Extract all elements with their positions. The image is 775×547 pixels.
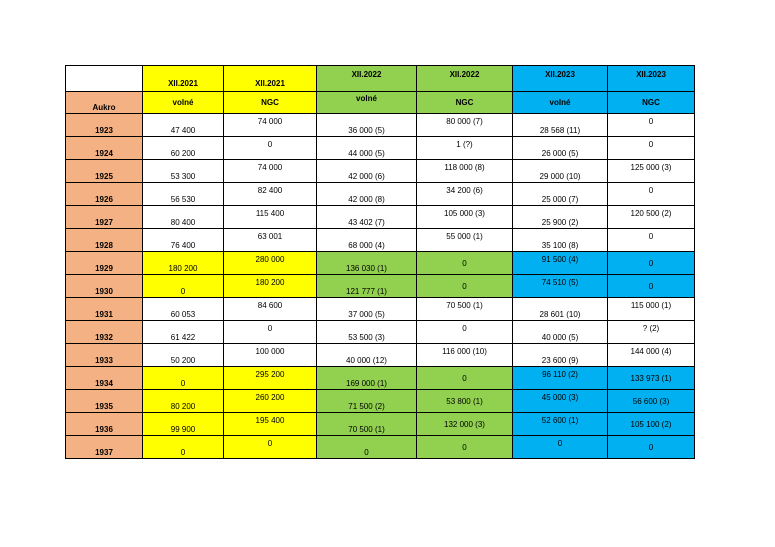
row-year-label: 1927 — [66, 206, 143, 229]
table-cell: 0 — [608, 137, 695, 160]
table-cell: 120 500 (2) — [608, 206, 695, 229]
table-cell: 96 110 (2) — [513, 367, 608, 390]
table-cell: 53 800 (1) — [417, 390, 513, 413]
table-row — [66, 367, 695, 390]
table-cell: 25 000 (7) — [513, 183, 608, 206]
table-cell: 0 — [143, 367, 224, 390]
table-cell: 34 200 (6) — [417, 183, 513, 206]
table-cell: 0 — [417, 436, 513, 459]
table-cell: 133 973 (1) — [608, 367, 695, 390]
table-cell: 0 — [224, 137, 317, 160]
table-cell: 169 000 (1) — [317, 367, 417, 390]
table-row — [66, 390, 695, 413]
table-row — [66, 275, 695, 298]
table-cell: 0 — [608, 183, 695, 206]
table-row — [66, 344, 695, 367]
table-cell: 0 — [143, 275, 224, 298]
col-subheader: volné — [513, 92, 608, 114]
table-cell: 43 402 (7) — [317, 206, 417, 229]
table-cell: 63 001 — [224, 229, 317, 252]
row-year-label: 1933 — [66, 344, 143, 367]
table-cell: 74 510 (5) — [513, 275, 608, 298]
table-cell: 74 000 — [224, 114, 317, 137]
table-cell: 74 000 — [224, 160, 317, 183]
table-cell: 70 500 (1) — [417, 298, 513, 321]
table-cell: 0 — [608, 114, 695, 137]
table-row — [66, 183, 695, 206]
table-cell: 0 — [608, 229, 695, 252]
table-row — [66, 321, 695, 344]
col-subheader: volné — [143, 92, 224, 114]
table-row — [66, 229, 695, 252]
table-cell: 0 — [608, 275, 695, 298]
table-cell: 42 000 (8) — [317, 183, 417, 206]
table-row — [66, 137, 695, 160]
col-subheader: volné — [317, 92, 417, 114]
table-cell: 115 400 — [224, 206, 317, 229]
table-row — [66, 206, 695, 229]
table-cell: 180 200 — [224, 275, 317, 298]
table-cell: 70 500 (1) — [317, 413, 417, 436]
table-cell: 0 — [143, 436, 224, 459]
table-cell: 144 000 (4) — [608, 344, 695, 367]
table-cell: ? (2) — [608, 321, 695, 344]
table-cell: 295 200 — [224, 367, 317, 390]
row-year-label: 1934 — [66, 367, 143, 390]
row-year-label: 1928 — [66, 229, 143, 252]
col-header-year: XII.2022 — [417, 66, 513, 92]
table-cell: 28 601 (10) — [513, 298, 608, 321]
row-year-label: 1924 — [66, 137, 143, 160]
table-cell: 56 600 (3) — [608, 390, 695, 413]
table-cell: 105 100 (2) — [608, 413, 695, 436]
table-row — [66, 160, 695, 183]
table-cell: 47 400 — [143, 114, 224, 137]
table-cell: 0 — [224, 436, 317, 459]
table-cell: 40 000 (12) — [317, 344, 417, 367]
table-cell: 56 530 — [143, 183, 224, 206]
row-year-label: 1925 — [66, 160, 143, 183]
price-table — [65, 65, 695, 459]
table-cell: 115 000 (1) — [608, 298, 695, 321]
table-cell: 60 053 — [143, 298, 224, 321]
row-year-label: 1929 — [66, 252, 143, 275]
col-header-year: XII.2023 — [608, 66, 695, 92]
col-subheader: NGC — [608, 92, 695, 114]
table-cell: 0 — [224, 321, 317, 344]
table-cell: 100 000 — [224, 344, 317, 367]
table-cell: 0 — [317, 436, 417, 459]
row-year-label: 1935 — [66, 390, 143, 413]
table-row — [66, 436, 695, 459]
table-cell: 26 000 (5) — [513, 137, 608, 160]
table-cell: 260 200 — [224, 390, 317, 413]
table-cell: 116 000 (10) — [417, 344, 513, 367]
table-cell: 136 030 (1) — [317, 252, 417, 275]
row-year-label: 1923 — [66, 114, 143, 137]
table-cell: 195 400 — [224, 413, 317, 436]
table-cell: 121 777 (1) — [317, 275, 417, 298]
table-cell: 280 000 — [224, 252, 317, 275]
table-cell: 76 400 — [143, 229, 224, 252]
col-header-year: XII.2023 — [513, 66, 608, 92]
table-cell: 55 000 (1) — [417, 229, 513, 252]
table-cell: 118 000 (8) — [417, 160, 513, 183]
table-cell: 80 400 — [143, 206, 224, 229]
table-cell: 71 500 (2) — [317, 390, 417, 413]
table-cell: 0 — [417, 275, 513, 298]
table-cell: 28 568 (11) — [513, 114, 608, 137]
table-cell: 25 900 (2) — [513, 206, 608, 229]
col-header-year: XII.2021 — [143, 66, 224, 92]
col-subheader: NGC — [224, 92, 317, 114]
row-year-label: 1930 — [66, 275, 143, 298]
table-cell: 53 300 — [143, 160, 224, 183]
row-year-label: 1931 — [66, 298, 143, 321]
row-year-label: 1936 — [66, 413, 143, 436]
table-cell: 80 200 — [143, 390, 224, 413]
table-cell: 37 000 (5) — [317, 298, 417, 321]
table-cell: 0 — [608, 436, 695, 459]
table-cell: 44 000 (5) — [317, 137, 417, 160]
table-cell: 91 500 (4) — [513, 252, 608, 275]
table-cell: 180 200 — [143, 252, 224, 275]
row-year-label: 1926 — [66, 183, 143, 206]
table-cell: 61 422 — [143, 321, 224, 344]
col-header-year: XII.2022 — [317, 66, 417, 92]
col-subheader: NGC — [417, 92, 513, 114]
table-row — [66, 114, 695, 137]
table-row — [66, 252, 695, 275]
table-cell: 132 000 (3) — [417, 413, 513, 436]
table-cell: 29 000 (10) — [513, 160, 608, 183]
table-cell: 0 — [417, 321, 513, 344]
table-cell: 50 200 — [143, 344, 224, 367]
row-year-label: 1937 — [66, 436, 143, 459]
table-cell: 60 200 — [143, 137, 224, 160]
table-cell: 0 — [417, 367, 513, 390]
table-cell: 99 900 — [143, 413, 224, 436]
table-cell: 45 000 (3) — [513, 390, 608, 413]
table-cell: 68 000 (4) — [317, 229, 417, 252]
table-cell: 35 100 (8) — [513, 229, 608, 252]
table-row — [66, 413, 695, 436]
table-cell: 40 000 (5) — [513, 321, 608, 344]
table-cell: 82 400 — [224, 183, 317, 206]
header-row-types — [66, 92, 695, 114]
table-cell: 53 500 (3) — [317, 321, 417, 344]
row-year-label: 1932 — [66, 321, 143, 344]
table-cell: 0 — [417, 252, 513, 275]
table-cell: 0 — [608, 252, 695, 275]
table-cell: 52 600 (1) — [513, 413, 608, 436]
table-cell: 80 000 (7) — [417, 114, 513, 137]
table-cell: 23 600 (9) — [513, 344, 608, 367]
table-cell: 125 000 (3) — [608, 160, 695, 183]
corner-cell — [66, 66, 143, 92]
table-cell: 1 (?) — [417, 137, 513, 160]
corner-label: Aukro — [66, 92, 143, 114]
table-cell: 84 600 — [224, 298, 317, 321]
table-cell: 105 000 (3) — [417, 206, 513, 229]
table-cell: 36 000 (5) — [317, 114, 417, 137]
col-header-year: XII.2021 — [224, 66, 317, 92]
header-row-years — [66, 66, 695, 92]
table-row — [66, 298, 695, 321]
table-cell: 0 — [513, 436, 608, 459]
table-cell: 42 000 (6) — [317, 160, 417, 183]
